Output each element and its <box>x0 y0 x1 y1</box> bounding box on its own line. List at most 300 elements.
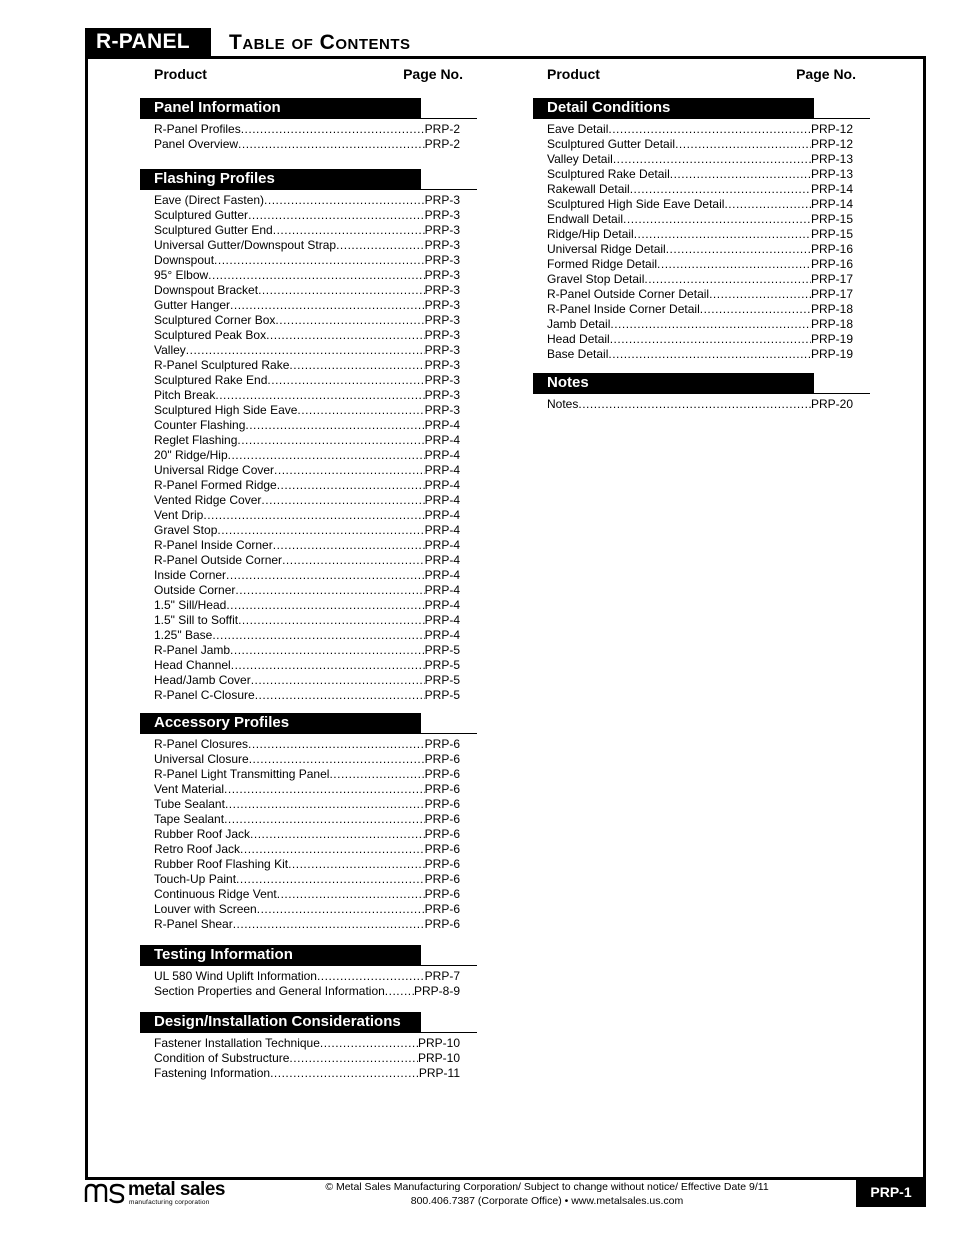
dot-leader <box>257 902 425 917</box>
entry-page: PRP-6 <box>424 827 460 841</box>
toc-entry-sculptured-rake-end <box>154 373 460 388</box>
toc-list <box>154 122 460 152</box>
entry-page: PRP-17 <box>810 272 853 286</box>
entry-name: Gravel Stop <box>154 523 218 537</box>
dot-leader <box>277 887 425 902</box>
dot-leader <box>274 463 425 478</box>
entry-name: 95° Elbow <box>154 268 209 282</box>
section-header <box>533 373 870 394</box>
dot-leader <box>275 313 424 328</box>
entry-name: Universal Ridge Cover <box>154 463 275 477</box>
toc-entry-valley <box>154 343 460 358</box>
toc-entry-sculptured-high-side-eave-detail <box>547 197 853 212</box>
dot-leader <box>248 208 425 223</box>
entry-name: Vent Drip <box>154 508 204 522</box>
entry-page: PRP-11 <box>418 1066 460 1080</box>
toc-entry-downspout <box>154 253 460 268</box>
entry-name: R-Panel Shear <box>154 917 233 931</box>
toc-entry-head-channel <box>154 658 460 673</box>
dot-leader <box>245 418 424 433</box>
entry-name: Condition of Substructure <box>154 1051 290 1065</box>
dot-leader <box>236 872 425 887</box>
entry-page: PRP-6 <box>424 767 460 781</box>
entry-name: Tube Sealant <box>154 797 225 811</box>
entry-name: R-Panel Formed Ridge <box>154 478 277 492</box>
entry-name: Pitch Break <box>154 388 216 402</box>
dot-leader <box>251 673 425 688</box>
entry-name: Louver with Screen <box>154 902 257 916</box>
dot-leader <box>317 969 425 984</box>
column-header <box>154 66 477 86</box>
dot-leader <box>248 737 425 752</box>
section-title: Detail Conditions <box>533 98 814 118</box>
entry-page: PRP-3 <box>424 208 460 222</box>
entry-name: R-Panel Jamb <box>154 643 231 657</box>
entry-name: R-Panel Sculptured Rake <box>154 358 290 372</box>
toc-entry-gravel-stop <box>154 523 460 538</box>
toc-entry-valley-detail <box>547 152 853 167</box>
dot-leader <box>666 242 811 257</box>
dot-leader <box>186 343 425 358</box>
page-no-heading: Page No. <box>796 66 856 82</box>
entry-page: PRP-13 <box>810 167 853 181</box>
metal-sales-logo <box>84 1180 244 1210</box>
entry-page: PRP-19 <box>810 347 853 361</box>
entry-page: PRP-6 <box>424 902 460 916</box>
entry-page: PRP-6 <box>424 782 460 796</box>
toc-entry-eave-direct-fasten <box>154 193 460 208</box>
toc-entry-jamb-detail <box>547 317 853 332</box>
entry-page: PRP-18 <box>810 317 853 331</box>
column-header <box>547 66 870 86</box>
entry-page: PRP-6 <box>424 842 460 856</box>
logo-wordmark: metal sales <box>128 1179 225 1200</box>
toc-entry-rakewall-detail <box>547 182 853 197</box>
entry-name: Reglet Flashing <box>154 433 238 447</box>
dot-leader <box>214 253 425 268</box>
toc-entry-r-panel-inside-corner <box>154 538 460 553</box>
entry-page: PRP-3 <box>424 223 460 237</box>
section-header <box>533 98 870 119</box>
toc-entry-sculptured-corner-box <box>154 313 460 328</box>
logo-subtitle: manufacturing corporation <box>129 1199 210 1206</box>
entry-name: Section Properties and General Information <box>154 984 385 998</box>
toc-entry-notes <box>547 397 853 412</box>
section-header <box>140 945 477 966</box>
dot-leader <box>277 478 425 493</box>
toc-entry-sculptured-high-side-eave <box>154 403 460 418</box>
toc-entry-universal-gutter-downspout-strap <box>154 238 460 253</box>
entry-page: PRP-10 <box>417 1036 460 1050</box>
toc-entry-r-panel-inside-corner-detail <box>547 302 853 317</box>
entry-name: Eave Detail <box>547 122 609 136</box>
dot-leader <box>224 782 425 797</box>
entry-name: Sculptured Gutter Detail <box>547 137 676 151</box>
entry-page: PRP-4 <box>424 523 460 537</box>
dot-leader <box>282 553 425 568</box>
dot-leader <box>675 137 811 152</box>
entry-name: 1.5" Sill/Head <box>154 598 227 612</box>
toc-entry-fastener-installation-technique <box>154 1036 460 1051</box>
dot-leader <box>208 268 424 283</box>
dot-leader <box>289 358 424 373</box>
dot-leader <box>709 287 811 302</box>
toc-entry-r-panel-outside-corner-detail <box>547 287 853 302</box>
toc-list <box>154 1036 460 1081</box>
entry-name: Outside Corner <box>154 583 236 597</box>
footer-legal <box>300 1180 794 1208</box>
entry-page: PRP-10 <box>417 1051 460 1065</box>
entry-page: PRP-4 <box>424 418 460 432</box>
toc-entry-rubber-roof-jack <box>154 827 460 842</box>
section-header <box>140 98 477 119</box>
entry-page: PRP-4 <box>424 493 460 507</box>
toc-list <box>154 737 460 932</box>
entry-name: Inside Corner <box>154 568 227 582</box>
entry-name: Sculptured High Side Eave <box>154 403 298 417</box>
entry-name: Sculptured Gutter End <box>154 223 273 237</box>
entry-name: R-Panel Outside Corner Detail <box>547 287 710 301</box>
entry-name: Head Detail <box>547 332 610 346</box>
toc-entry-gutter-hanger <box>154 298 460 313</box>
entry-page: PRP-17 <box>810 287 853 301</box>
toc-list <box>547 397 853 412</box>
section-accessory-profiles <box>140 713 477 932</box>
left-column <box>140 66 477 86</box>
toc-entry-head-detail <box>547 332 853 347</box>
footer-contact: 800.406.7387 (Corporate Office) • www.metalsales.us.com <box>410 1195 684 1207</box>
entry-page: PRP-3 <box>424 253 460 267</box>
toc-entry-universal-closure <box>154 752 460 767</box>
entry-page: PRP-3 <box>424 313 460 327</box>
entry-page: PRP-2 <box>424 122 460 136</box>
entry-name: Universal Closure <box>154 752 249 766</box>
dot-leader <box>217 523 424 538</box>
entry-page: PRP-4 <box>424 448 460 462</box>
toc-entry-ul-580-wind-uplift-information <box>154 969 460 984</box>
toc-entry-sculptured-gutter <box>154 208 460 223</box>
entry-name: Sculptured Rake End <box>154 373 268 387</box>
toc-entry-r-panel-closures <box>154 737 460 752</box>
page-number-badge: PRP-1 <box>856 1180 926 1207</box>
section-header <box>140 713 477 734</box>
section-header <box>140 169 477 190</box>
dot-leader <box>267 373 424 388</box>
entry-page: PRP-3 <box>424 298 460 312</box>
entry-page: PRP-15 <box>810 227 853 241</box>
entry-page: PRP-12 <box>810 122 853 136</box>
toc-entry-1-5-sill-to-soffit <box>154 613 460 628</box>
toc-entry-pitch-break <box>154 388 460 403</box>
entry-page: PRP-16 <box>810 257 853 271</box>
section-design-installation <box>140 1012 477 1081</box>
dot-leader <box>297 403 424 418</box>
dot-leader <box>238 137 425 152</box>
dot-leader <box>385 984 414 999</box>
entry-page: PRP-12 <box>810 137 853 151</box>
dot-leader <box>273 538 425 553</box>
dot-leader <box>657 257 811 272</box>
toc-entry-vented-ridge-cover <box>154 493 460 508</box>
entry-name: R-Panel Outside Corner <box>154 553 283 567</box>
entry-name: Sculptured High Side Eave Detail <box>547 197 725 211</box>
dot-leader <box>237 433 424 448</box>
dot-leader <box>608 122 811 137</box>
toc-entry-inside-corner <box>154 568 460 583</box>
entry-page: PRP-4 <box>424 568 460 582</box>
dot-leader <box>228 448 425 463</box>
dot-leader <box>608 347 811 362</box>
dot-leader <box>273 223 425 238</box>
entry-page: PRP-6 <box>424 812 460 826</box>
dot-leader <box>238 613 425 628</box>
dot-leader <box>670 167 811 182</box>
toc-entry-universal-ridge-cover <box>154 463 460 478</box>
entry-name: Vented Ridge Cover <box>154 493 262 507</box>
entry-page: PRP-5 <box>424 673 460 687</box>
toc-entry-1-25-base <box>154 628 460 643</box>
toc-entry-continuous-ridge-vent <box>154 887 460 902</box>
entry-page: PRP-3 <box>424 268 460 282</box>
toc-entry-base-detail <box>547 347 853 362</box>
product-heading: Product <box>547 66 600 82</box>
entry-page: PRP-4 <box>424 553 460 567</box>
toc-entry-r-panel-shear <box>154 917 460 932</box>
section-title: Flashing Profiles <box>140 169 421 189</box>
section-title: Panel Information <box>140 98 421 118</box>
entry-name: Retro Roof Jack <box>154 842 241 856</box>
dot-leader <box>215 388 424 403</box>
entry-name: Base Detail <box>547 347 609 361</box>
dot-leader <box>270 1066 419 1081</box>
entry-name: Notes <box>547 397 579 411</box>
entry-page: PRP-13 <box>810 152 853 166</box>
section-testing-information <box>140 945 477 999</box>
page-no-heading: Page No. <box>403 66 463 82</box>
entry-page: PRP-18 <box>810 302 853 316</box>
dot-leader <box>230 643 425 658</box>
toc-entry-louver-with-screen <box>154 902 460 917</box>
right-column <box>533 66 870 86</box>
dot-leader <box>226 568 425 583</box>
toc-entry-fastening-information <box>154 1066 460 1081</box>
entry-name: Rubber Roof Jack <box>154 827 251 841</box>
toc-entry-retro-roof-jack <box>154 842 460 857</box>
entry-name: Touch-Up Paint <box>154 872 237 886</box>
entry-name: Head/Jamb Cover <box>154 673 251 687</box>
entry-page: PRP-3 <box>424 343 460 357</box>
entry-name: Gutter Hanger <box>154 298 231 312</box>
toc-entry-universal-ridge-detail <box>547 242 853 257</box>
toc-entry-sculptured-peak-box <box>154 328 460 343</box>
entry-name: Ridge/Hip Detail <box>547 227 634 241</box>
dot-leader <box>225 797 425 812</box>
entry-page: PRP-3 <box>424 403 460 417</box>
entry-page: PRP-4 <box>424 628 460 642</box>
dot-leader <box>578 397 811 412</box>
product-heading: Product <box>154 66 207 82</box>
entry-name: Sculptured Peak Box <box>154 328 267 342</box>
entry-name: 1.25" Base <box>154 628 213 642</box>
toc-entry-gravel-stop-detail <box>547 272 853 287</box>
toc-entry-vent-drip <box>154 508 460 523</box>
toc-entry-r-panel-light-transmitting-panel <box>154 767 460 782</box>
toc-entry-1-5-sill-head <box>154 598 460 613</box>
entry-page: PRP-14 <box>810 197 853 211</box>
dot-leader <box>258 283 425 298</box>
toc-entry-eave-detail <box>547 122 853 137</box>
dot-leader <box>264 193 425 208</box>
dot-leader <box>630 182 811 197</box>
dot-leader <box>230 298 425 313</box>
brand-tag: R-PANEL <box>85 28 211 56</box>
entry-name: Head Channel <box>154 658 231 672</box>
dot-leader <box>610 332 811 347</box>
dot-leader <box>610 317 811 332</box>
toc-entry-section-properties-and-general-information <box>154 984 460 999</box>
toc-entry-tube-sealant <box>154 797 460 812</box>
entry-name: R-Panel Profiles <box>154 122 241 136</box>
toc-entry-sculptured-gutter-detail <box>547 137 853 152</box>
dot-leader <box>241 122 425 137</box>
entry-page: PRP-3 <box>424 388 460 402</box>
entry-name: Counter Flashing <box>154 418 246 432</box>
toc-entry-sculptured-gutter-end <box>154 223 460 238</box>
entry-name: 1.5" Sill to Soffit <box>154 613 239 627</box>
toc-list <box>154 193 460 703</box>
toc-entry-outside-corner <box>154 583 460 598</box>
entry-page: PRP-4 <box>424 538 460 552</box>
toc-entry-formed-ridge-detail <box>547 257 853 272</box>
entry-page: PRP-15 <box>810 212 853 226</box>
toc-entry-downspout-bracket <box>154 283 460 298</box>
toc-list <box>154 969 460 999</box>
entry-page: PRP-5 <box>424 658 460 672</box>
entry-name: Jamb Detail <box>547 317 611 331</box>
toc-entry-r-panel-sculptured-rake <box>154 358 460 373</box>
entry-page: PRP-6 <box>424 797 460 811</box>
entry-page: PRP-20 <box>810 397 853 411</box>
entry-page: PRP-3 <box>424 373 460 387</box>
entry-page: PRP-6 <box>424 857 460 871</box>
dot-leader <box>623 212 811 227</box>
dot-leader <box>240 842 425 857</box>
entry-page: PRP-4 <box>424 478 460 492</box>
dot-leader <box>613 152 811 167</box>
entry-name: Gravel Stop Detail <box>547 272 645 286</box>
section-flashing-profiles <box>140 169 477 703</box>
dot-leader <box>261 493 424 508</box>
entry-name: Fastening Information <box>154 1066 271 1080</box>
toc-entry-head-jamb-cover <box>154 673 460 688</box>
toc-entry-r-panel-formed-ridge <box>154 478 460 493</box>
entry-page: PRP-7 <box>424 969 460 983</box>
toc-entry-95-elbow <box>154 268 460 283</box>
section-panel-information <box>140 98 477 152</box>
dot-leader <box>644 272 811 287</box>
entry-name: Rakewall Detail <box>547 182 630 196</box>
entry-name: R-Panel C-Closure <box>154 688 255 702</box>
dot-leader <box>700 302 811 317</box>
dot-leader <box>255 688 425 703</box>
entry-name: Vent Material <box>154 782 225 796</box>
entry-page: PRP-5 <box>424 688 460 702</box>
toc-entry-r-panel-c-closure <box>154 688 460 703</box>
dot-leader <box>288 857 425 872</box>
section-title: Design/Installation Considerations <box>140 1012 421 1032</box>
entry-name: Continuous Ridge Vent <box>154 887 277 901</box>
toc-entry-tape-sealant <box>154 812 460 827</box>
toc-entry-reglet-flashing <box>154 433 460 448</box>
dot-leader <box>212 628 424 643</box>
entry-name: Universal Gutter/Downspout Strap <box>154 238 337 252</box>
entry-page: PRP-3 <box>424 238 460 252</box>
dot-leader <box>289 1051 418 1066</box>
section-title: Notes <box>533 373 814 393</box>
entry-page: PRP-3 <box>424 358 460 372</box>
section-title: Accessory Profiles <box>140 713 421 733</box>
toc-entry-sculptured-rake-detail <box>547 167 853 182</box>
entry-page: PRP-4 <box>424 463 460 477</box>
dot-leader <box>320 1036 418 1051</box>
dot-leader <box>233 917 425 932</box>
entry-page: PRP-19 <box>810 332 853 346</box>
entry-page: PRP-6 <box>424 887 460 901</box>
footer-copyright: © Metal Sales Manufacturing Corporation/ Subject to change without notice/ Effective Date 9/11 <box>325 1181 769 1193</box>
entry-name: Downspout Bracket <box>154 283 259 297</box>
section-header <box>140 1012 477 1033</box>
toc-entry-panel-overview <box>154 137 460 152</box>
entry-page: PRP-4 <box>424 508 460 522</box>
entry-page: PRP-3 <box>424 283 460 297</box>
entry-page: PRP-6 <box>424 752 460 766</box>
ms-logo-icon <box>84 1182 126 1204</box>
dot-leader <box>266 328 425 343</box>
entry-name: Formed Ridge Detail <box>547 257 658 271</box>
dot-leader <box>634 227 811 242</box>
dot-leader <box>224 812 425 827</box>
entry-page: PRP-6 <box>424 872 460 886</box>
entry-name: Valley Detail <box>547 152 613 166</box>
toc-entry-touch-up-paint <box>154 872 460 887</box>
entry-name: Sculptured Rake Detail <box>547 167 670 181</box>
entry-name: Sculptured Gutter <box>154 208 249 222</box>
dot-leader <box>226 598 424 613</box>
dot-leader <box>329 767 424 782</box>
entry-name: R-Panel Closures <box>154 737 249 751</box>
toc-entry-ridge-hip-detail <box>547 227 853 242</box>
entry-page: PRP-6 <box>424 917 460 931</box>
entry-name: Downspout <box>154 253 215 267</box>
toc-entry-vent-material <box>154 782 460 797</box>
entry-page: PRP-2 <box>424 137 460 151</box>
entry-page: PRP-3 <box>424 328 460 342</box>
toc-entry-20-ridge-hip <box>154 448 460 463</box>
entry-page: PRP-6 <box>424 737 460 751</box>
entry-page: PRP-4 <box>424 598 460 612</box>
entry-page: PRP-4 <box>424 613 460 627</box>
dot-leader <box>249 752 425 767</box>
entry-name: R-Panel Inside Corner Detail <box>547 302 700 316</box>
toc-list <box>547 122 853 362</box>
entry-name: Endwall Detail <box>547 212 624 226</box>
entry-page: PRP-4 <box>424 433 460 447</box>
entry-name: R-Panel Light Transmitting Panel <box>154 767 330 781</box>
entry-name: Universal Ridge Detail <box>547 242 666 256</box>
entry-page: PRP-5 <box>424 643 460 657</box>
entry-page: PRP-8-9 <box>413 984 460 998</box>
toc-entry-counter-flashing <box>154 418 460 433</box>
